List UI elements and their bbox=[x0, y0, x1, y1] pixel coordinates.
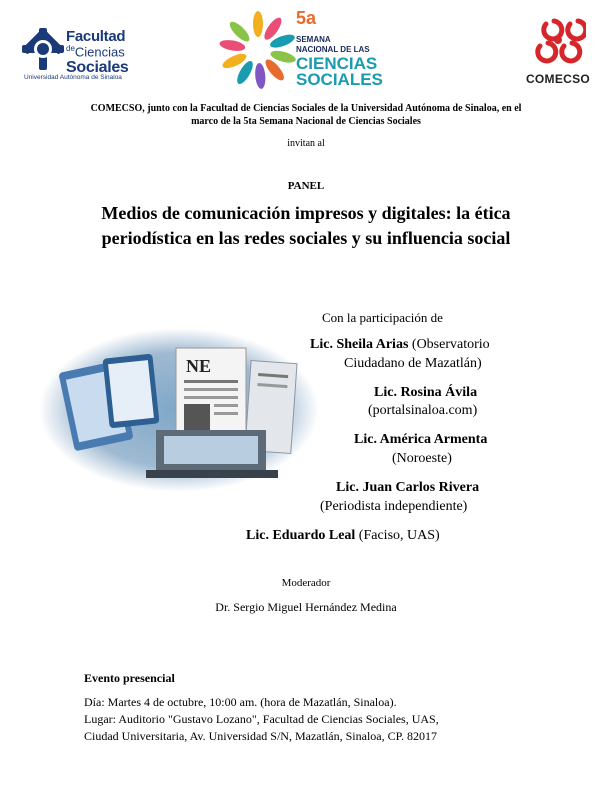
comecso-name: COMECSO bbox=[525, 72, 591, 86]
event-place-line1: Lugar: Auditorio "Gustavo Lozano", Facultad de Ciencias Sociales, UAS, bbox=[84, 712, 439, 726]
panel-title: Medios de comunicación impresos y digitales: la ética periodística en las redes sociales y su influencia social bbox=[101, 203, 511, 248]
panelist-1-name: Lic. Sheila Arias bbox=[310, 337, 409, 352]
invite-text: invitan al bbox=[287, 138, 325, 149]
semana-line1: SEMANA bbox=[296, 35, 331, 44]
fcs-emblem-icon bbox=[22, 26, 64, 72]
panelist-5-affiliation: (Faciso, UAS) bbox=[358, 528, 440, 543]
semana-logo bbox=[218, 6, 388, 98]
intro-text: COMECSO, junto con la Facultad de Ciencias Sociales de la Universidad Autónoma de Sinaloa, en el marco de la 5ta Semana Nacional de Ciencias Sociales bbox=[90, 103, 522, 127]
panelist-4-name: Lic. Juan Carlos Rivera bbox=[336, 480, 480, 495]
moderator-label: Moderador bbox=[281, 577, 331, 589]
panelist-5-name: Lic. Eduardo Leal bbox=[246, 528, 356, 543]
panelist-2-name: Lic. Rosina Ávila bbox=[374, 385, 478, 400]
fcs-logo-university: Universidad Autónoma de Sinaloa bbox=[24, 74, 122, 81]
panelist-1-affiliation-b: Ciudadano de Mazatlán) bbox=[344, 356, 482, 371]
moderator-name: Dr. Sergio Miguel Hernández Medina bbox=[215, 600, 397, 614]
panelist-2-affiliation: (portalsinaloa.com) bbox=[368, 403, 478, 418]
comecso-mark-icon bbox=[530, 14, 586, 70]
panelist-1-affiliation-a: (Observatorio bbox=[411, 337, 490, 352]
panelist-4-affiliation: (Periodista independiente) bbox=[320, 499, 468, 514]
media-collage-icon bbox=[36, 326, 322, 494]
event-label: Evento presencial bbox=[84, 671, 175, 685]
semana-line3: CIENCIAS bbox=[296, 54, 378, 73]
panelist-3-affiliation: (Noroeste) bbox=[392, 451, 452, 466]
semana-number: 5a bbox=[296, 8, 317, 28]
fcs-logo-line1: Facultad bbox=[66, 28, 126, 45]
semana-line2: NACIONAL DE LAS bbox=[296, 45, 370, 54]
fcs-logo-line2: $^{de}$Ciencias bbox=[66, 44, 125, 60]
panelist-1 bbox=[310, 336, 490, 353]
media-illustration bbox=[36, 326, 322, 494]
event-place-line2: Ciudad Universitaria, Av. Universidad S/N, Mazatlán, Sinaloa, CP. 82017 bbox=[84, 729, 437, 743]
fcs-logo bbox=[22, 22, 142, 82]
panelist-3-name: Lic. América Armenta bbox=[354, 432, 488, 447]
semana-flower-icon bbox=[218, 8, 296, 92]
semana-line4: SOCIALES bbox=[296, 70, 383, 89]
event-day: Día: Martes 4 de octubre, 10:00 am. (hora de Mazatlán, Sinaloa). bbox=[84, 695, 397, 709]
comecso-logo bbox=[518, 14, 598, 94]
fcs-logo-line3: Sociales bbox=[66, 59, 129, 76]
participation-label: Con la participación de bbox=[322, 310, 443, 325]
panelist-5 bbox=[246, 527, 440, 544]
newspaper-text: NE bbox=[186, 356, 212, 376]
panel-label: PANEL bbox=[287, 180, 325, 192]
